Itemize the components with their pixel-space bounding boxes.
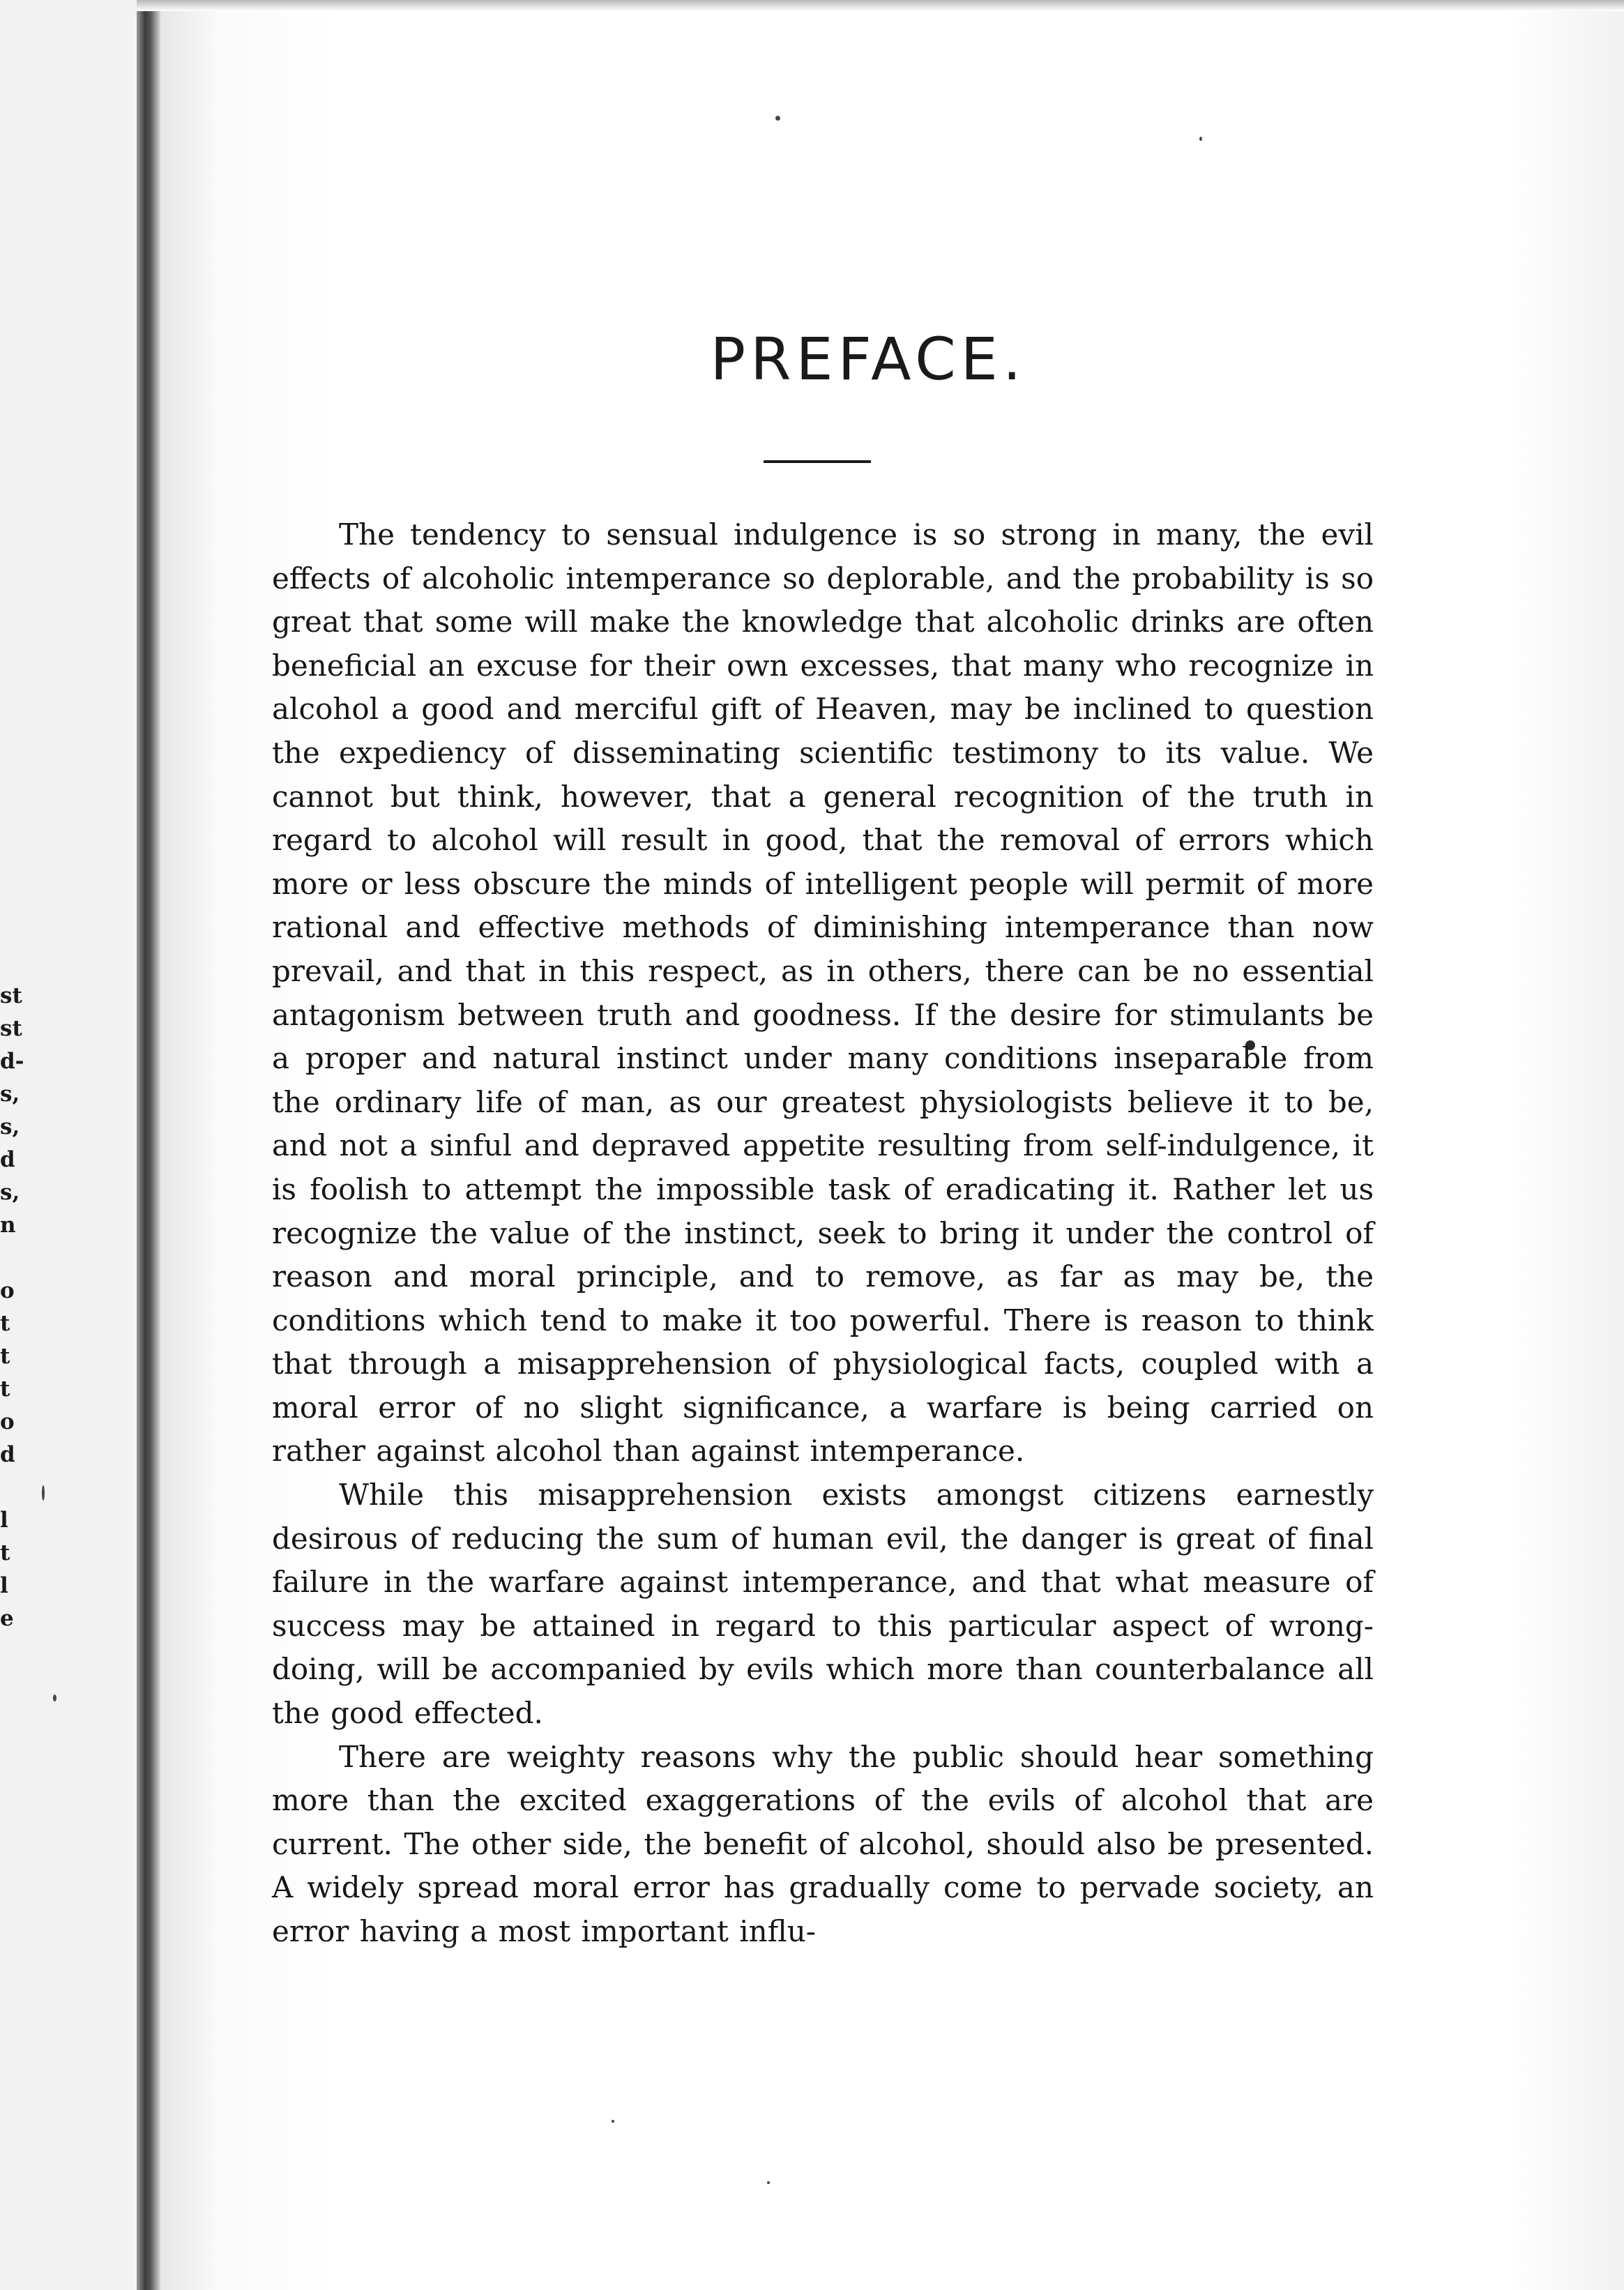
facing-fragment: o (0, 1409, 15, 1434)
facing-fragment: d (0, 1442, 15, 1467)
facing-fragment: s, (0, 1180, 20, 1205)
scan-speck (53, 1694, 56, 1701)
paragraph-2: While this misapprehension exists amongst citizens earnestly desirous of reducing the sum of human evil, the danger is great of final failure in the warfare against intemperance, and that what measure of success may be attained in regard to this particular aspect of wrong-doing, will be accompanied by evils which more than counterbalance all the good effected. (272, 1478, 1374, 1731)
facing-fragment: l (0, 1573, 8, 1598)
preface-body (272, 513, 1374, 1954)
facing-fragment: st (0, 983, 22, 1008)
facing-fragment: n (0, 1213, 16, 1238)
facing-page-text-fragments (0, 980, 42, 1635)
facing-fragment: t (0, 1377, 10, 1402)
facing-fragment: st (0, 1016, 22, 1041)
scan-speck (767, 2181, 770, 2184)
facing-fragment: d- (0, 1049, 24, 1074)
facing-fragment: t (0, 1344, 10, 1369)
scan-speck (612, 2120, 614, 2123)
facing-fragment: s, (0, 1082, 20, 1107)
page-title: PREFACE. (710, 325, 1026, 393)
scan-speck (1199, 137, 1202, 141)
title-rule (764, 460, 871, 463)
book-gutter (137, 0, 160, 2290)
page-top-edge (137, 0, 1624, 11)
page-content (272, 321, 1374, 1954)
facing-fragment: o (0, 1278, 15, 1303)
scan-speck (775, 116, 780, 121)
facing-fragment: d (0, 1147, 15, 1172)
facing-fragment (0, 1471, 42, 1504)
paragraph-3: There are weighty reasons why the public should hear something more than the excited exaggerations of the evils of alcohol that are current. The other side, the benefit of alcohol, should also be presented. A widely spread moral error has gradually come to pervade society, an error having a most important influ- (272, 1739, 1374, 1948)
facing-fragment: t (0, 1311, 10, 1336)
facing-fragment (0, 1242, 42, 1275)
scan-speck (42, 1485, 45, 1501)
facing-fragment: e (0, 1606, 14, 1631)
facing-fragment: s, (0, 1114, 20, 1139)
paragraph-1: The tendency to sensual indulgence is so strong in many, the evil effects of alcoholic intemperance so deplorable, and the probability is so great that some will make the knowledge that alcoholic drinks are often beneficial an excuse for their own excesses, that many who recognize in alcohol a good and merciful gift of Heaven, may be inclined to question the expediency of disseminating scientific testimony to its value. We cannot but think, however, that a general recognition of the truth in regard to alcohol will result in good, that the removal of errors which more or less obscure the minds of intelligent people will permit of more rational and effective methods of diminishing intemperance than now prevail, and that in this respect, as in others, there can be no essential antagonism between truth and goodness. If the desire for stimulants be a proper and natural instinct under many conditions inseparable from the ordinary life of man, as our greatest physiologists believe it to be, and not a sinful and depraved appetite resulting from self-indulgence, it is foolish to attempt the impossible task of eradicating it. Rather let us recognize the value of the instinct, seek to bring it under the control of reason and moral principle, and to remove, as far as may be, the conditions which tend to make it too powerful. There is reason to think that through a misapprehension of physiological facts, coupled with a moral error of no slight significance, a warfare is being carried on rather against alcohol than against intemperance. (272, 517, 1374, 1469)
facing-fragment: l (0, 1508, 8, 1533)
facing-fragment: t (0, 1540, 10, 1565)
